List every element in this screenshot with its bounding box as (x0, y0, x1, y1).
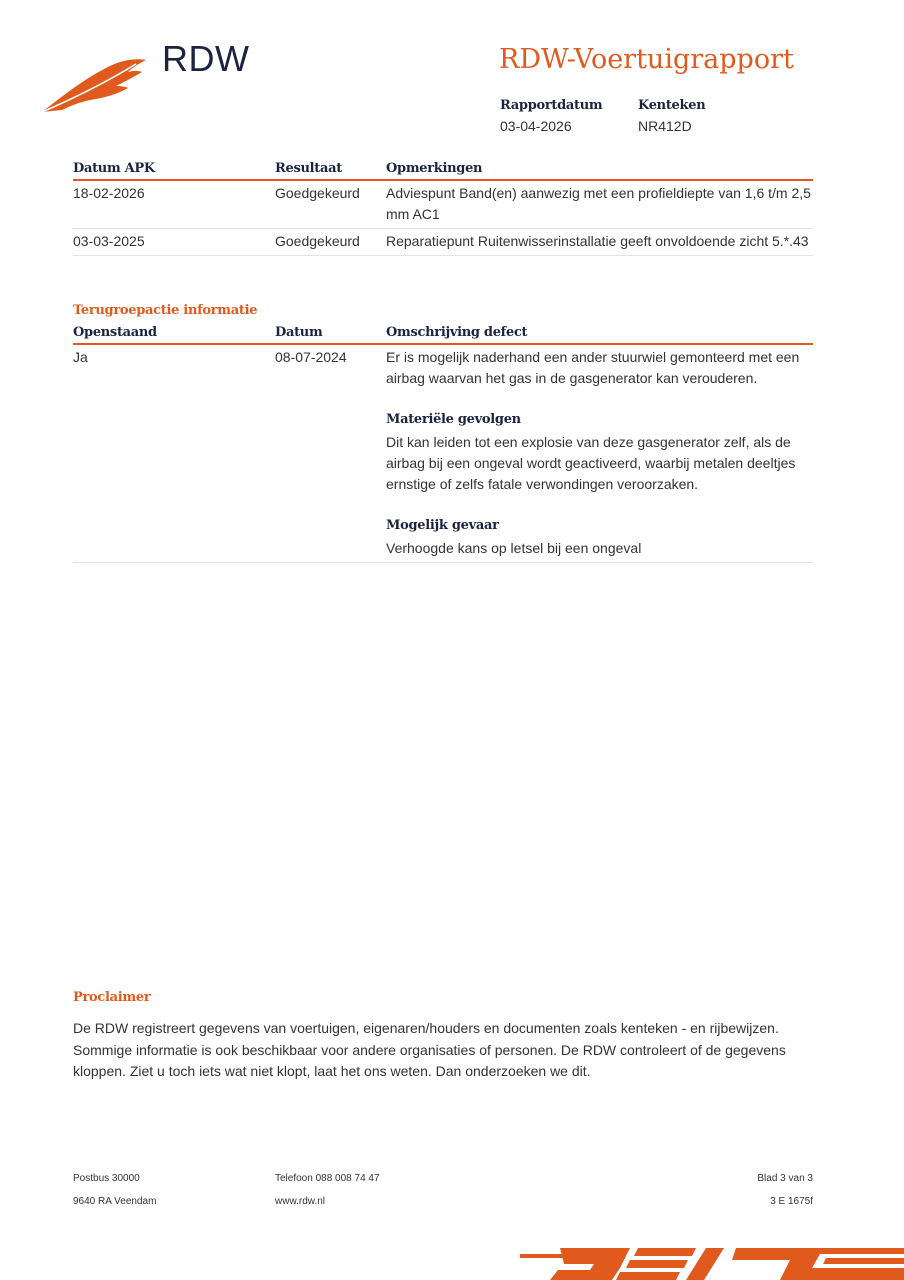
apk-header-date: Datum APK (73, 161, 155, 176)
table-row (73, 229, 813, 256)
report-date-value: 03-04-2026 (500, 118, 572, 134)
rdw-feather-logo-icon (40, 56, 150, 114)
footer-phone: Telefoon 088 008 74 47 (275, 1173, 380, 1184)
apk-remark: Adviespunt Band(en) aanwezig met een profieldiepte van 1,6 t/m 2,5 mm AC1 (386, 185, 811, 222)
apk-header-remarks: Opmerkingen (386, 161, 483, 176)
footer-address-line1: Postbus 30000 (73, 1173, 140, 1184)
recall-open: Ja (73, 349, 88, 365)
recall-header-open: Openstaand (73, 325, 157, 340)
recall-header-description: Omschrijving defect (386, 325, 528, 340)
plate-value: NR412D (638, 118, 692, 134)
orange-stripes-icon (520, 1240, 904, 1280)
apk-date: 18-02-2026 (73, 185, 145, 201)
footer-address-line2: 9640 RA Veendam (73, 1196, 157, 1207)
recall-table (73, 323, 813, 563)
apk-table-header (73, 159, 813, 181)
brand-name: RDW (162, 38, 250, 79)
apk-result: Goedgekeurd (275, 185, 360, 201)
recall-date: 08-07-2024 (275, 349, 347, 365)
recall-table-header (73, 323, 813, 345)
rdw-logo (40, 36, 260, 118)
report-date-block (500, 98, 602, 134)
apk-remark: Reparatiepunt Ruitenwisserinstallatie geeft onvoldoende zicht 5.*.43 (386, 233, 809, 249)
proclaimer-text: De RDW registreert gegevens van voertuigen, eigenaren/houders en documenten zoals kenteken - en rijbewijzen. Sommige informatie is ook beschikbaar voor andere organisaties of personen. De RDW controleert of de gegevens kloppen. Ziet u toch iets wat niet klopt, laat het ons weten. Dan onderzoeken we dit. (73, 1020, 786, 1079)
footer-website[interactable]: www.rdw.nl (275, 1196, 326, 1207)
apk-result: Goedgekeurd (275, 233, 360, 249)
recall-description: Er is mogelijk naderhand een ander stuurwiel gemonteerd met een airbag waarvan het gas in de gasgenerator kan verouderen. (386, 349, 800, 386)
recall-header-date: Datum (275, 325, 323, 340)
proclaimer-title: Proclaimer (73, 990, 151, 1005)
footer-page-number: Blad 3 van 3 (757, 1173, 813, 1184)
footer-code: 3 E 1675f (770, 1196, 813, 1207)
apk-date: 03-03-2025 (73, 233, 145, 249)
consequences-title: Materiële gevolgen (386, 412, 521, 427)
apk-header-result: Resultaat (275, 161, 342, 176)
report-title: RDW-Voertuigrapport (499, 44, 794, 75)
recall-description-cell (386, 345, 811, 562)
danger-text: Verhoogde kans op letsel bij een ongeval (386, 540, 642, 556)
apk-table (73, 159, 813, 256)
table-row (73, 345, 813, 563)
recall-section-title: Terugroepactie informatie (73, 303, 258, 318)
plate-block (638, 98, 705, 134)
table-row (73, 181, 813, 229)
danger-title: Mogelijk gevaar (386, 518, 499, 533)
report-date-label: Rapportdatum (500, 98, 603, 113)
consequences-text: Dit kan leiden tot een explosie van deze gasgenerator zelf, als de airbag bij een ongeval wordt geactiveerd, waarbij metalen deeltjes ernstige of zelfs fatale verwondingen veroorzaken. (386, 434, 796, 492)
plate-label: Kenteken (638, 98, 706, 113)
